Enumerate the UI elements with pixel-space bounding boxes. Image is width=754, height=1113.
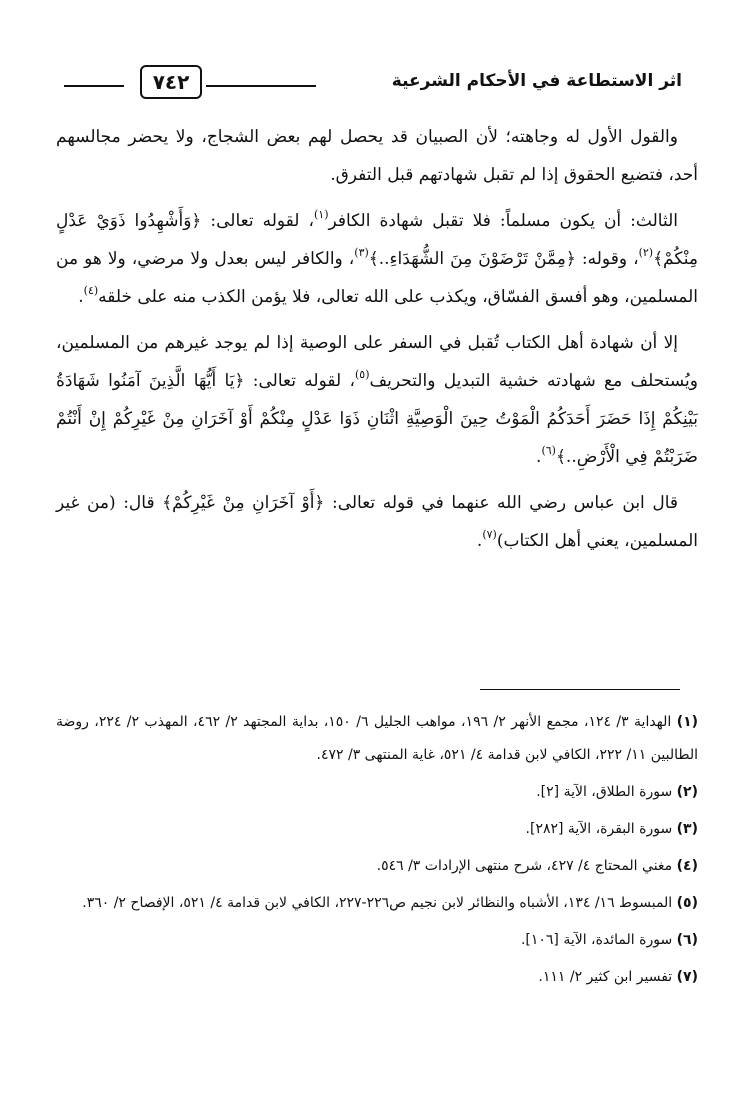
quran-verse: ﴿يَا أَيُّهَا الَّذِينَ آمَنُوا شَهَادَةُ بَيْنِكُمْ إِذَا حَضَرَ أَحَدَكُمُ الْمَوْتُ حِينَ الْوَصِيَّةِ اثْنَانِ ذَوَا عَدْلٍ مِنْكُمْ أَوْ آخَرَانِ مِنْ غَيْرِكُمْ إِنْ أَنْتُمْ ضَرَبْتُمْ فِي الْأَرْضِ..﴾ [56, 371, 698, 467]
paragraph-2-text: . [78, 287, 84, 307]
paragraph-4-text: قال: (من غير المسلمين، يعني أهل الكتاب) [56, 493, 698, 551]
footnote-divider [480, 689, 680, 690]
paragraph-2-text: ، والكافر ليس بعدل ولا مرضي، ولا هو من المسلمين، وهو أفسق الفسّاق، ويكذب على الله تعالى، فلا يؤمن الكذب منه على خلقه [56, 249, 698, 307]
footnote-ref-5[interactable]: (٥) [354, 368, 370, 381]
footnote [56, 850, 698, 883]
paragraph-3-text: . [536, 447, 542, 467]
header-rule-left [64, 85, 124, 87]
footnotes [56, 706, 698, 998]
footnote [56, 776, 698, 809]
footnote-ref-6[interactable]: (٦) [541, 444, 556, 457]
paragraph-2-text: ، وقوله: [575, 249, 639, 269]
footnote-text: المبسوط ١٦/ ١٣٤، الأشباه والنظائر لابن نجيم ص٢٢٦-٢٢٧، الكافي لابن قدامة ٤/ ٥٢١، الإفصاح ٢/ ٣٦٠. [82, 895, 673, 911]
paragraph-3 [56, 324, 698, 476]
footnote [56, 961, 698, 994]
paragraph-3-text: ، لقوله تعالى: [244, 371, 355, 391]
page-header [56, 62, 696, 102]
footnote [56, 887, 698, 920]
running-title: اثر الاستطاعة في الأحكام الشرعية [391, 71, 682, 91]
footnote-number: (٧) [676, 969, 698, 985]
main-text [56, 118, 698, 568]
footnote-number: (٥) [676, 895, 698, 911]
footnote-text: سورة البقرة، الآية [٢٨٢]. [525, 821, 673, 837]
quran-verse: ﴿وَأَشْهِدُوا ذَوَيْ عَدْلٍ مِنْكُمْ﴾ [56, 211, 698, 269]
footnote-number: (٤) [676, 858, 698, 874]
footnote [56, 813, 698, 846]
header-rule-right [206, 85, 316, 87]
footnote-text: مغني المحتاج ٤/ ٤٢٧، شرح منتهى الإرادات ٣/ ٥٤٦. [376, 858, 673, 874]
footnote-ref-2[interactable]: (٢) [638, 246, 654, 259]
footnote-text: الهداية ٣/ ١٢٤، مجمع الأنهر ٢/ ١٩٦، مواهب الجليل ٦/ ١٥٠، بداية المجتهد ٢/ ٤٦٢، المهذب ٢/ ٢٢٤، روضة الطالبين ١١/ ٢٢٢، الكافي لابن قدامة ٤/ ٥٢١، غاية المنتهى ٣/ ٤٧٢. [56, 714, 698, 763]
footnote [56, 924, 698, 957]
paragraph-4-text: . [476, 531, 483, 551]
footnote-ref-1[interactable]: (١) [313, 208, 329, 221]
footnote-ref-7[interactable]: (٧) [482, 528, 497, 541]
paragraph-1: والقول الأول له وجاهته؛ لأن الصبيان قد يحصل لهم بعض الشجاج، ولا يحضر مجالسهم أحد، فتضيع الحقوق إذا لم تقبل شهادتهم قبل التفرق. [56, 127, 698, 185]
footnote-number: (٢) [676, 784, 698, 800]
footnote-number: (١) [676, 714, 699, 730]
footnote-text: تفسير ابن كثير ٢/ ١١١. [538, 969, 673, 985]
footnote-number: (٦) [676, 932, 698, 948]
paragraph-3-text: إلا أن شهادة أهل الكتاب تُقبل في السفر على الوصية إذا لم يوجد غيرهم من المسلمين، ويُستحلف مع شهادته خشية التبديل والتحريف [56, 333, 698, 391]
footnote-text: سورة المائدة، الآية [١٠٦]. [520, 932, 673, 948]
paragraph-4 [56, 484, 698, 560]
footnote-text: سورة الطلاق، الآية [٢]. [536, 784, 673, 800]
paragraph-4-text: قال ابن عباس رضي الله عنهما في قوله تعالى: [324, 493, 679, 513]
page-number: ٧٤٢ [140, 65, 202, 99]
paragraph-2 [56, 202, 698, 316]
quran-verse: ﴿أَوْ آخَرَانِ مِنْ غَيْرِكُمْ﴾ [162, 493, 325, 513]
footnote-ref-4[interactable]: (٤) [83, 284, 99, 297]
quran-verse: ﴿مِمَّنْ تَرْضَوْنَ مِنَ الشُّهَدَاءِ..﴾ [368, 249, 576, 269]
footnote-ref-3[interactable]: (٣) [354, 246, 369, 259]
footnote-number: (٣) [676, 821, 698, 837]
paragraph-2-text: ، لقوله تعالى: [201, 211, 314, 231]
footnote [56, 706, 698, 772]
paragraph-2-text: الثالث: أن يكون مسلماً: فلا تقبل شهادة الكافر [328, 211, 678, 231]
